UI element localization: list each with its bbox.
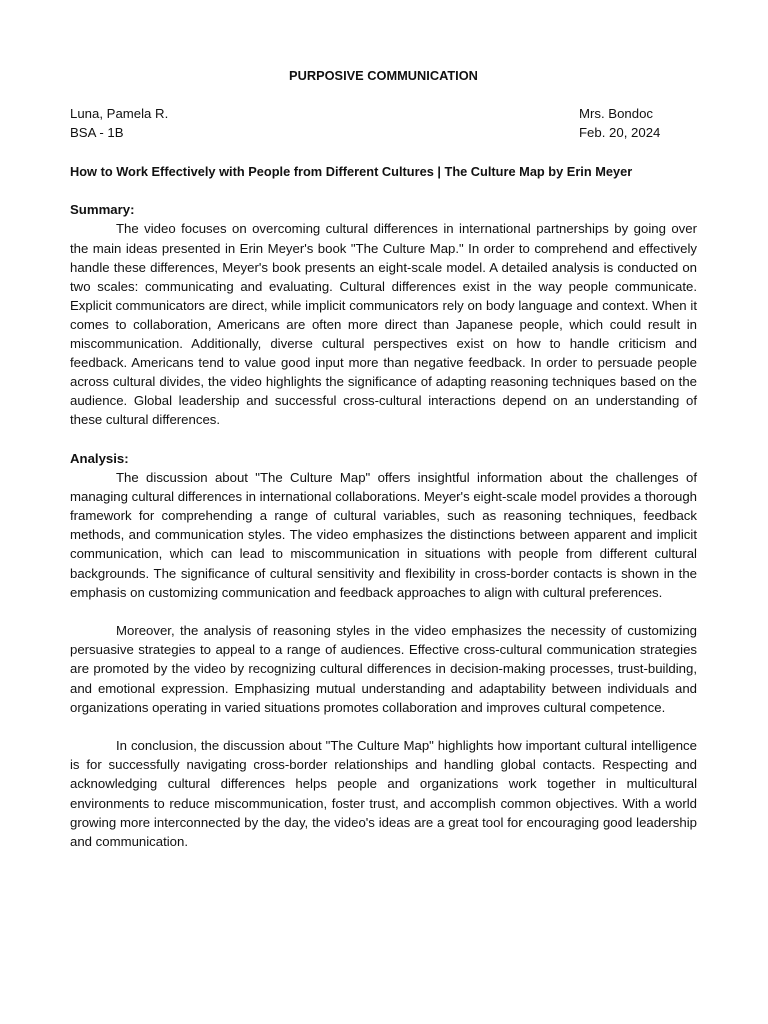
section-spacer bbox=[70, 430, 697, 450]
paragraph-spacer bbox=[70, 602, 697, 622]
instructor-name: Mrs. Bondoc bbox=[579, 106, 654, 122]
analysis-paragraph: Moreover, the analysis of reasoning styles in the video emphasizes the necessity of customizing persuasive strategies to appeal to a range of audiences. Effective cross-cultural communication strategies are promoted by the video by recognizing cultural differences in decision-making processes, trust-building, and emotional expression. Emphasizing mutual understanding and adaptability between individuals and organizations operating in varied situations promotes collaboration and improves cultural competence. bbox=[70, 623, 697, 715]
student-section: BSA - 1B bbox=[70, 125, 124, 141]
analysis-heading: Analysis: bbox=[70, 451, 129, 466]
document-title: How to Work Effectively with People from Different Cultures | The Culture Map by Erin Meyer bbox=[70, 164, 633, 180]
header-row-1 bbox=[70, 104, 697, 123]
header-row-2 bbox=[70, 123, 697, 142]
document-body bbox=[70, 66, 697, 851]
submission-date: Feb. 20, 2024 bbox=[579, 125, 661, 141]
paragraph-spacer bbox=[70, 717, 697, 737]
conclusion-paragraph: In conclusion, the discussion about "The Culture Map" highlights how important cultural intelligence is for successfully navigating cross-border relationships and handling global contacts. Respecting and acknowledging cultural differences helps people and organizations work together in multicultural environments to reduce miscommunication, foster trust, and accomplish common objectives. With a world growing more interconnected by the day, the video's ideas are a great tool for encouraging good leadership and communication. bbox=[70, 738, 697, 849]
summary-heading: Summary: bbox=[70, 202, 135, 218]
student-name: Luna, Pamela R. bbox=[70, 106, 169, 122]
summary-paragraph: The video focuses on overcoming cultural differences in international partnerships by going over the main ideas presented in Erin Meyer's book "The Culture Map." In order to comprehend and effectively handle these differences, Meyer's book presents an eight-scale model. A detailed analysis is conducted on two scales: communicating and evaluating. Cultural differences exist in the way people communicate. Explicit communicators are direct, while implicit communicators rely on body language and context. When it comes to collaboration, Americans are often more direct than Japanese people, which could result in miscommunication. Additionally, diverse cultural perspectives exist on how to handle criticism and feedback. Americans tend to value good input more than negative feedback. In order to persuade people across cultural divides, the video highlights the significance of adapting reasoning techniques based on the audience. Global leadership and successful cross-cultural interactions depend on an understanding of these cultural differences. bbox=[70, 221, 697, 428]
analysis-paragraph: The discussion about "The Culture Map" offers insightful information about the challenges of managing cultural differences in international collaborations. Meyer's eight-scale model provides a thorough framework for comprehending a range of cultural variables, such as reasoning techniques, feedback methods, and communication styles. The video emphasizes the distinctions between apparent and implicit communication, which can lead to miscommunication in situations with people from different cultural backgrounds. The significance of cultural sensitivity and flexibility in cross-border contacts is shown in the emphasis on customizing communication and feedback approaches to align with cultural preferences. bbox=[70, 470, 697, 600]
course-title: PURPOSIVE COMMUNICATION bbox=[289, 68, 478, 83]
